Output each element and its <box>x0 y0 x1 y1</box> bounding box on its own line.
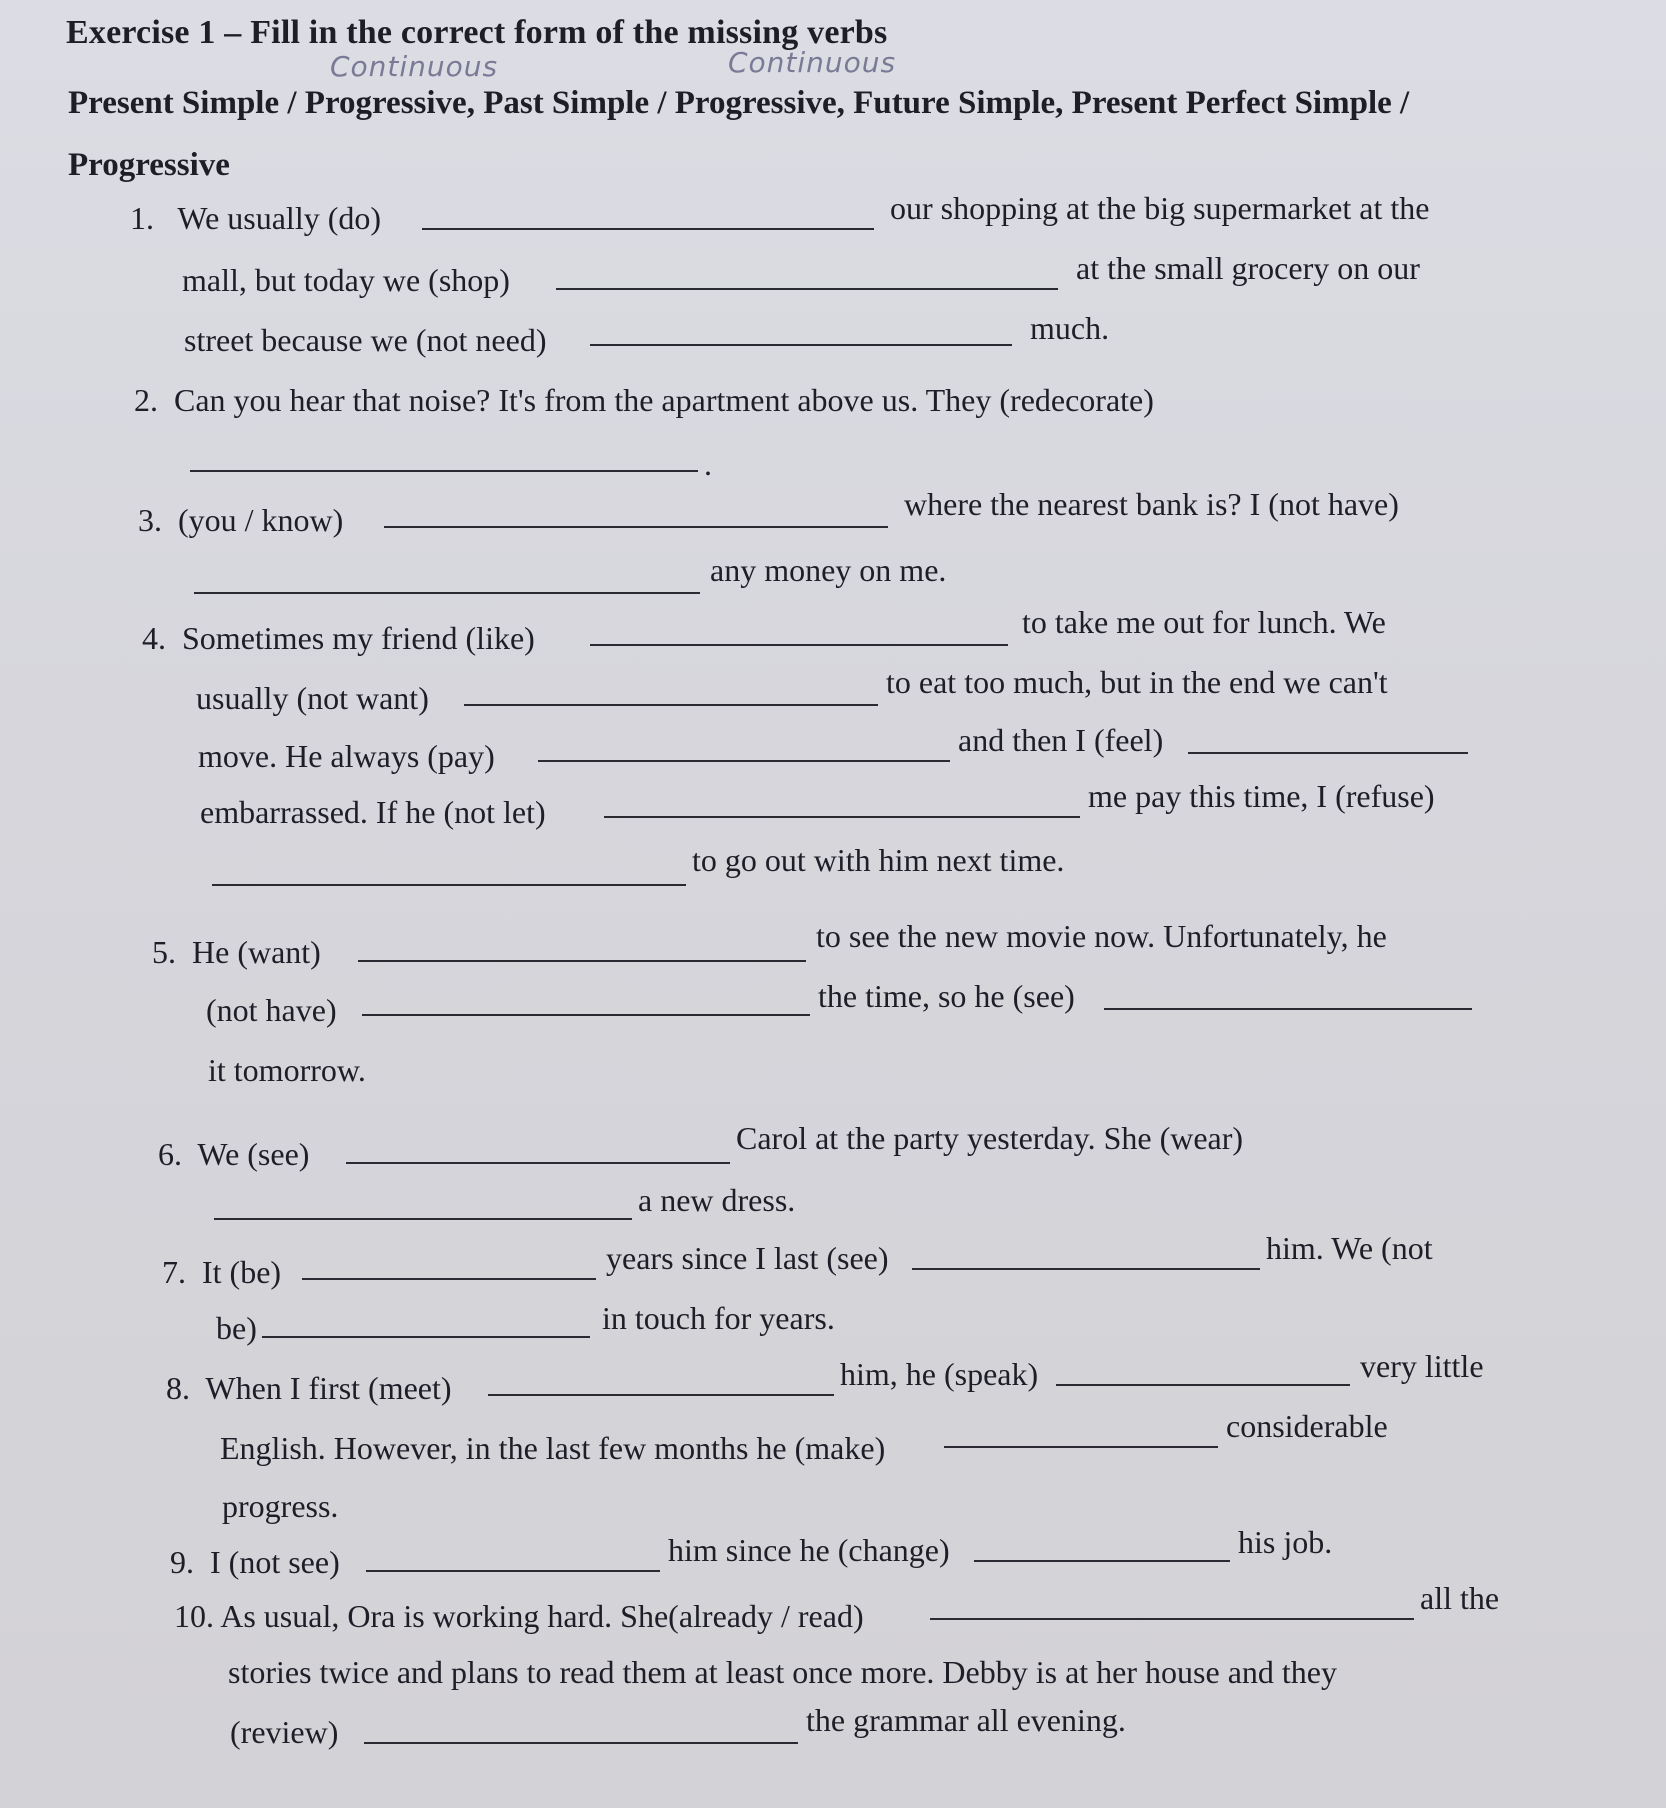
answer-blank[interactable] <box>364 1742 798 1744</box>
prompt-text: his job. <box>1238 1524 1333 1560</box>
prompt-text: at the small grocery on our <box>1076 250 1420 286</box>
handwritten-note: Continuous <box>728 46 897 79</box>
answer-blank[interactable] <box>366 1570 660 1572</box>
question-number: 7. <box>162 1254 186 1290</box>
answer-blank[interactable] <box>538 760 950 762</box>
prompt-text: (not have) <box>206 992 337 1028</box>
answer-blank[interactable] <box>1056 1384 1350 1386</box>
question-8-line-1 <box>166 1368 452 1408</box>
answer-blank[interactable] <box>930 1618 1414 1620</box>
handwritten-note: Continuous <box>330 50 499 83</box>
answer-blank[interactable] <box>590 344 1012 346</box>
answer-blank[interactable] <box>194 592 700 594</box>
question-number: 10. <box>174 1598 214 1634</box>
prompt-text: He (want) <box>192 934 321 970</box>
prompt-text: We usually (do) <box>177 200 382 236</box>
question-number: 4. <box>142 620 166 656</box>
prompt-text: progress. <box>222 1488 339 1524</box>
prompt-text: English. However, in the last few months he (make) <box>220 1430 886 1466</box>
prompt-text: considerable <box>1226 1408 1388 1444</box>
prompt-text: embarrassed. If he (not let) <box>200 794 546 830</box>
prompt-text: him. We (not <box>1266 1230 1433 1266</box>
prompt-text: be) <box>216 1310 257 1346</box>
prompt-text: (you / know) <box>178 502 344 538</box>
prompt-text: the time, so he (see) <box>818 978 1075 1014</box>
prompt-text: I (not see) <box>210 1544 340 1580</box>
answer-blank[interactable] <box>346 1162 730 1164</box>
exercise-subtitle: Present Simple / Progressive, Past Simple / Progressive, Future Simple, Present Perfect Simple / Progressive <box>68 85 1410 183</box>
prompt-text: As usual, Ora is working hard. She(already / read) <box>220 1598 864 1634</box>
prompt-text: to go out with him next time. <box>692 842 1065 878</box>
prompt-text: all the <box>1420 1580 1500 1616</box>
answer-blank[interactable] <box>464 704 878 706</box>
prompt-text: Carol at the party yesterday. She (wear) <box>736 1120 1244 1156</box>
question-number: 6. <box>158 1136 182 1172</box>
prompt-text: Sometimes my friend (like) <box>182 620 535 656</box>
prompt-text: him, he (speak) <box>840 1356 1039 1392</box>
answer-blank[interactable] <box>358 960 806 962</box>
prompt-text: him since he (change) <box>668 1532 950 1568</box>
prompt-text: in touch for years. <box>602 1300 835 1336</box>
prompt-text: much. <box>1030 310 1110 346</box>
prompt-text: When I first (meet) <box>205 1370 452 1406</box>
question-10-line-1 <box>174 1596 864 1636</box>
question-number: 5. <box>152 934 176 970</box>
prompt-text: mall, but today we (shop) <box>182 262 510 298</box>
prompt-text: to see the new movie now. Unfortunately, he <box>816 918 1387 954</box>
question-1-line-1 <box>130 198 381 238</box>
prompt-text: to take me out for lunch. We <box>1022 604 1386 640</box>
prompt-text: We (see) <box>197 1136 310 1172</box>
answer-blank[interactable] <box>590 644 1008 646</box>
answer-blank[interactable] <box>362 1014 810 1016</box>
question-number: 3. <box>138 502 162 538</box>
prompt-text: It (be) <box>202 1254 282 1290</box>
prompt-text: where the nearest bank is? I (not have) <box>904 486 1399 522</box>
prompt-text: . <box>704 446 712 482</box>
prompt-text: and then I (feel) <box>958 722 1164 758</box>
question-number: 2. <box>134 382 158 418</box>
prompt-text: me pay this time, I (refuse) <box>1088 778 1435 814</box>
prompt-text: our shopping at the big supermarket at the <box>890 190 1430 226</box>
question-number: 1. <box>130 200 154 236</box>
question-number: 8. <box>166 1370 190 1406</box>
answer-blank[interactable] <box>262 1336 590 1338</box>
prompt-text: usually (not want) <box>196 680 429 716</box>
answer-blank[interactable] <box>944 1446 1218 1448</box>
prompt-text: to eat too much, but in the end we can't <box>886 664 1388 700</box>
answer-blank[interactable] <box>604 816 1080 818</box>
question-4-line-1 <box>142 618 535 658</box>
answer-blank[interactable] <box>422 228 874 230</box>
answer-blank[interactable] <box>488 1394 834 1396</box>
exercise-title: Exercise 1 – Fill in the correct form of the missing verbs <box>66 14 888 51</box>
question-number: 9. <box>170 1544 194 1580</box>
prompt-text: years since I last (see) <box>606 1240 889 1276</box>
answer-blank[interactable] <box>302 1278 596 1280</box>
answer-blank[interactable] <box>1104 1008 1472 1010</box>
answer-blank[interactable] <box>912 1268 1260 1270</box>
prompt-text: a new dress. <box>638 1182 796 1218</box>
question-3-line-1 <box>138 500 343 540</box>
answer-blank[interactable] <box>1188 752 1468 754</box>
question-2-line-1 <box>134 380 1154 420</box>
answer-blank[interactable] <box>384 526 888 528</box>
prompt-text: very little <box>1360 1348 1484 1384</box>
prompt-text: stories twice and plans to read them at least once more. Debby is at her house and they <box>228 1654 1337 1690</box>
prompt-text: it tomorrow. <box>208 1052 366 1088</box>
question-9-line-1 <box>170 1542 340 1582</box>
question-6-line-1 <box>158 1134 309 1174</box>
prompt-text: move. He always (pay) <box>198 738 495 774</box>
answer-blank[interactable] <box>974 1560 1230 1562</box>
prompt-text: Can you hear that noise? It's from the apartment above us. They (redecorate) <box>174 382 1154 418</box>
answer-blank[interactable] <box>190 470 698 472</box>
answer-blank[interactable] <box>214 1218 632 1220</box>
question-5-line-1 <box>152 932 321 972</box>
prompt-text: (review) <box>230 1714 339 1750</box>
prompt-text: street because we (not need) <box>184 322 547 358</box>
answer-blank[interactable] <box>212 884 686 886</box>
prompt-text: the grammar all evening. <box>806 1702 1126 1738</box>
question-7-line-1 <box>162 1252 281 1292</box>
answer-blank[interactable] <box>556 288 1058 290</box>
prompt-text: any money on me. <box>710 552 947 588</box>
